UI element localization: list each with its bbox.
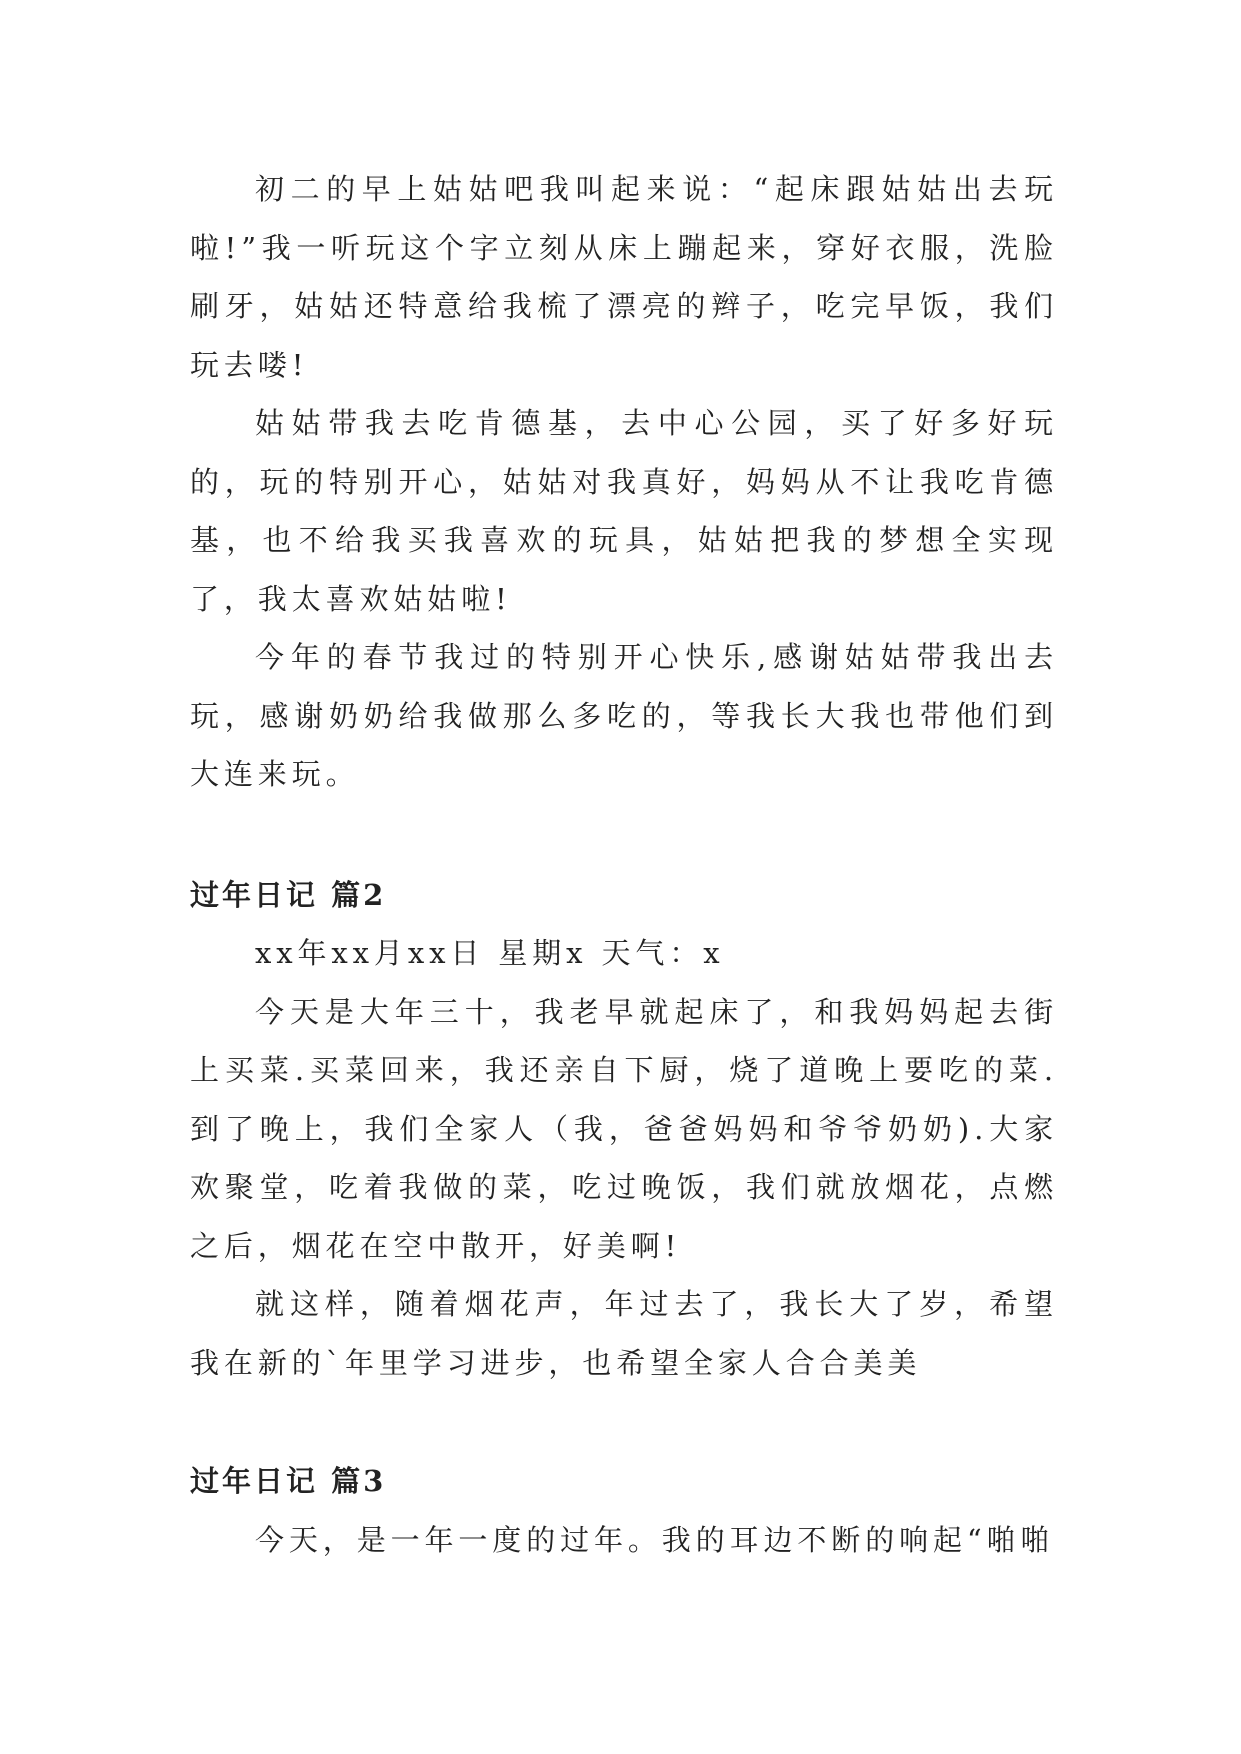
paragraph-4: 今天是大年三十，我老早就起床了，和我妈妈起去街上买菜.买菜回来，我还亲自下厨，烧了道晚上要吃的菜.到了晚上，我们全家人（我，爸爸妈妈和爷爷奶奶).大家欢聚堂，吃着我做的菜，吃过晚饭，我们就放烟花，点燃之后，烟花在空中散开，好美啊! <box>190 994 1058 1263</box>
document-page <box>190 160 1058 1569</box>
paragraph-2: 姑姑带我去吃肯德基，去中心公园，买了好多好玩的，玩的特别开心，姑姑对我真好，妈妈从不让我吃肯德基，也不给我买我喜欢的玩具，姑姑把我的梦想全实现了，我太喜欢姑姑啦! <box>190 406 1058 616</box>
section-gap <box>190 1392 1058 1452</box>
section-heading-3: 过年日记 篇3 <box>190 1464 387 1498</box>
paragraph-5: 就这样，随着烟花声，年过去了，我长大了岁，希望我在新的`年里学习进步，也希望全家人合合美美 <box>190 1287 1058 1380</box>
section-gap <box>190 804 1058 866</box>
section-heading-2: 过年日记 篇2 <box>190 877 387 912</box>
paragraph-3: 今年的春节我过的特别开心快乐,感谢姑姑带我出去玩，感谢奶奶给我做那么多吃的，等我长大我也带他们到大连来玩。 <box>190 640 1058 791</box>
diary-date-line: xx年xx月xx日 星期x 天气：x <box>255 936 725 970</box>
paragraph-1: 初二的早上姑姑吧我叫起来说：“起床跟姑姑出去玩啦!”我一听玩这个字立刻从床上蹦起来，穿好衣服，洗脸刷牙，姑姑还特意给我梳了漂亮的辫子，吃完早饭，我们玩去喽! <box>190 172 1058 382</box>
paragraph-6: 今天，是一年一度的过年。我的耳边不断的响起“啪啪 <box>255 1522 1055 1557</box>
